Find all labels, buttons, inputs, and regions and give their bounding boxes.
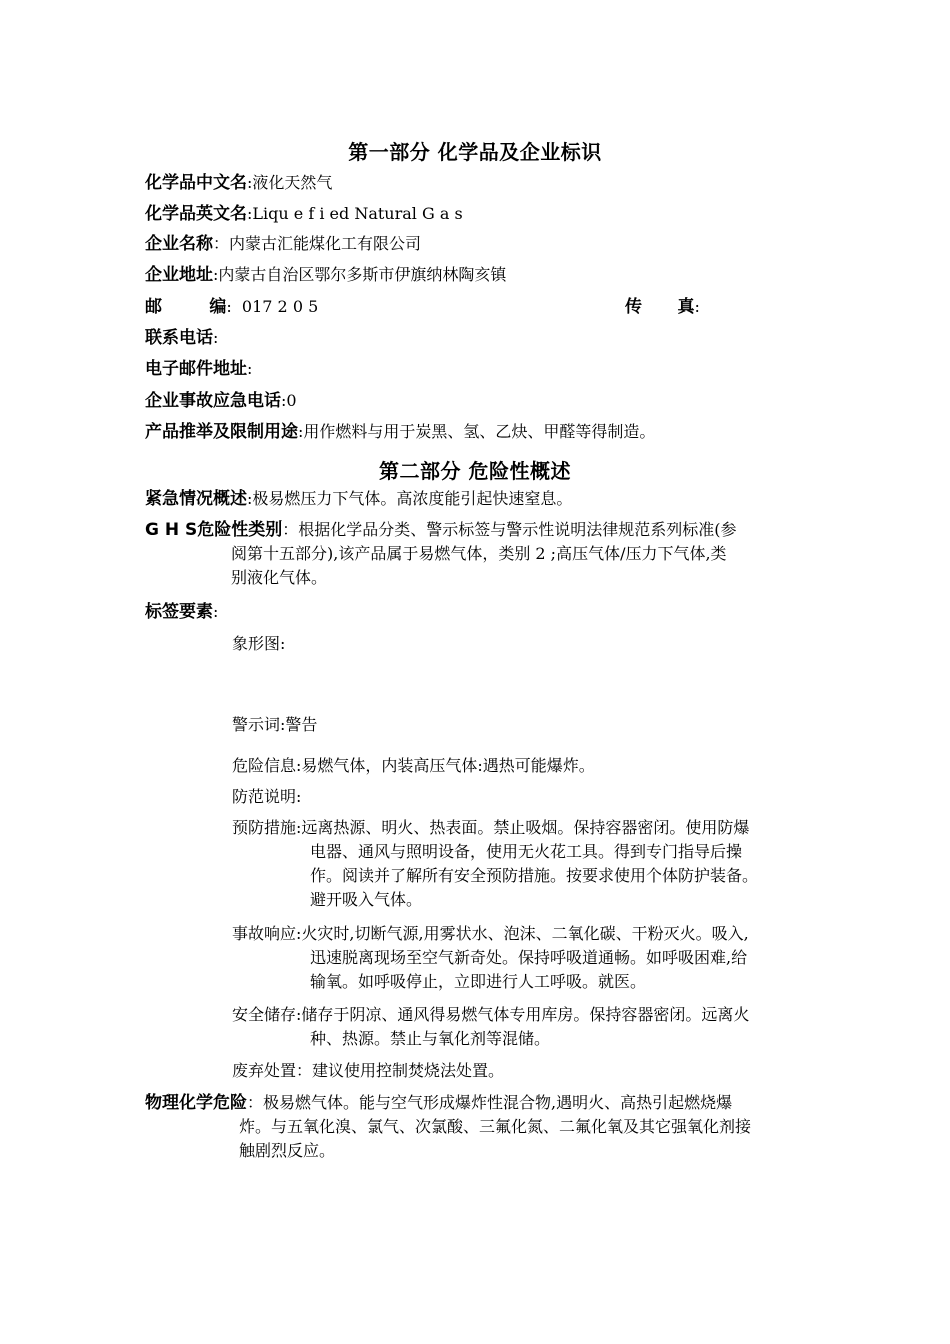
physical-line-1: ：极易燃气体。能与空气形成爆炸性混合物,遇明火、高热引起燃烧爆 xyxy=(247,1093,733,1112)
label-elements-value: : xyxy=(213,602,219,621)
signal-word: 警示词:警告 xyxy=(232,715,318,734)
cn-name-label: 化学品中文名 xyxy=(145,173,247,193)
prevention-block xyxy=(232,816,758,912)
en-name-row xyxy=(145,203,463,225)
response-block xyxy=(232,922,749,994)
company-label: 企业名称 xyxy=(145,234,213,254)
address-row xyxy=(145,264,506,286)
en-name-value: :Liqu e f i ed Natural G a s xyxy=(247,204,463,223)
emergency-phone-label: 企业事故应急电话 xyxy=(145,391,281,411)
physical-line-3: 触剧烈反应。 xyxy=(239,1141,336,1160)
ghs-line-1: ：根据化学品分类、警示标签与警示性说明法律规范系列标准(参 xyxy=(282,520,737,539)
ghs-category-block xyxy=(145,518,737,590)
prevention-line-2: 电器、通风与照明设备，使用无火花工具。得到专门指导后操 xyxy=(310,842,743,861)
physical-hazard-label: 物理化学危险 xyxy=(145,1093,247,1113)
email-label: 电子邮件地址 xyxy=(145,359,247,379)
overview-value: :极易燃压力下气体。高浓度能引起快速窒息。 xyxy=(247,489,573,508)
email-row xyxy=(145,358,252,380)
cn-name-row xyxy=(145,172,332,194)
emergency-phone-row xyxy=(145,390,297,412)
address-label: 企业地址 xyxy=(145,265,213,285)
en-name-label: 化学品英文名 xyxy=(145,204,247,224)
response-line-3: 输氧。如呼吸停止，立即进行人工呼吸。就医。 xyxy=(310,972,647,991)
storage-line-1: 安全储存:储存于阴凉、通风得易燃气体专用库房。保持容器密闭。远离火 xyxy=(232,1005,750,1024)
hazard-info: 危险信息:易燃气体，内装高压气体:遇热可能爆炸。 xyxy=(232,756,595,775)
emergency-phone-value: :0 xyxy=(281,391,297,410)
physical-hazard-block xyxy=(145,1091,751,1163)
prevention-line-3: 作。阅读并了解所有安全预防措施。按要求使用个体防护装备。 xyxy=(310,866,759,885)
usage-value: :用作燃料与用于炭黑、氢、乙炔、甲醛等得制造。 xyxy=(298,422,656,441)
phone-row xyxy=(145,327,218,349)
part2-title: 第二部分 危险性概述 xyxy=(379,459,571,483)
postcode-row xyxy=(145,296,318,318)
ghs-line-3: 别液化气体。 xyxy=(231,568,328,587)
ghs-line-2: 阅第十五部分),该产品属于易燃气体，类别 2 ;高压气体/压力下气体,类 xyxy=(231,544,727,563)
disposal: 废弃处置：建议使用控制焚烧法处置。 xyxy=(232,1061,505,1080)
response-line-1: 事故响应:火灾时,切断气源,用雾状水、泡沫、二氧化碳、干粉灭火。吸入, xyxy=(232,924,749,943)
email-value: : xyxy=(247,359,253,378)
pictogram-label: 象形图: xyxy=(232,634,286,653)
fax-value: : xyxy=(694,297,700,316)
storage-line-2: 种、热源。禁止与氧化剂等混储。 xyxy=(310,1029,551,1048)
cn-name-value: :液化天然气 xyxy=(247,173,333,192)
label-elements-label: 标签要素 xyxy=(145,602,213,622)
ghs-label: G H S危险性类别 xyxy=(145,520,283,540)
prevention-line-1: 预防措施:远离热源、明火、热表面。禁止吸烟。保持容器密闭。使用防爆 xyxy=(232,818,750,837)
postcode-label: 邮 编 xyxy=(145,297,227,317)
company-value: ：内蒙古汇能煤化工有限公司 xyxy=(213,234,422,253)
postcode-value: : 017 2 0 5 xyxy=(226,297,319,316)
fax-row xyxy=(625,296,700,318)
company-row xyxy=(145,233,421,255)
address-value: :内蒙古自治区鄂尔多斯市伊旗纳林陶亥镇 xyxy=(213,265,507,284)
response-line-2: 迅速脱离现场至空气新奇处。保持呼吸道通畅。如呼吸困难,给 xyxy=(310,948,748,967)
usage-row xyxy=(145,421,655,443)
fax-label: 传 真 xyxy=(625,297,695,317)
precaution-title: 防范说明: xyxy=(232,787,302,806)
phone-value: : xyxy=(213,328,219,347)
prevention-line-4: 避开吸入气体。 xyxy=(310,890,423,909)
storage-block xyxy=(232,1003,749,1051)
part1-title: 第一部分 化学品及企业标识 xyxy=(348,140,602,164)
usage-label: 产品推举及限制用途 xyxy=(145,422,298,442)
label-elements-row xyxy=(145,601,218,623)
overview-label: 紧急情况概述 xyxy=(145,489,247,509)
overview-row xyxy=(145,488,572,510)
phone-label: 联系电话 xyxy=(145,328,213,348)
physical-line-2: 炸。与五氧化溴、氯气、次氯酸、三氟化氮、二氟化氧及其它强氧化剂接 xyxy=(239,1117,752,1136)
